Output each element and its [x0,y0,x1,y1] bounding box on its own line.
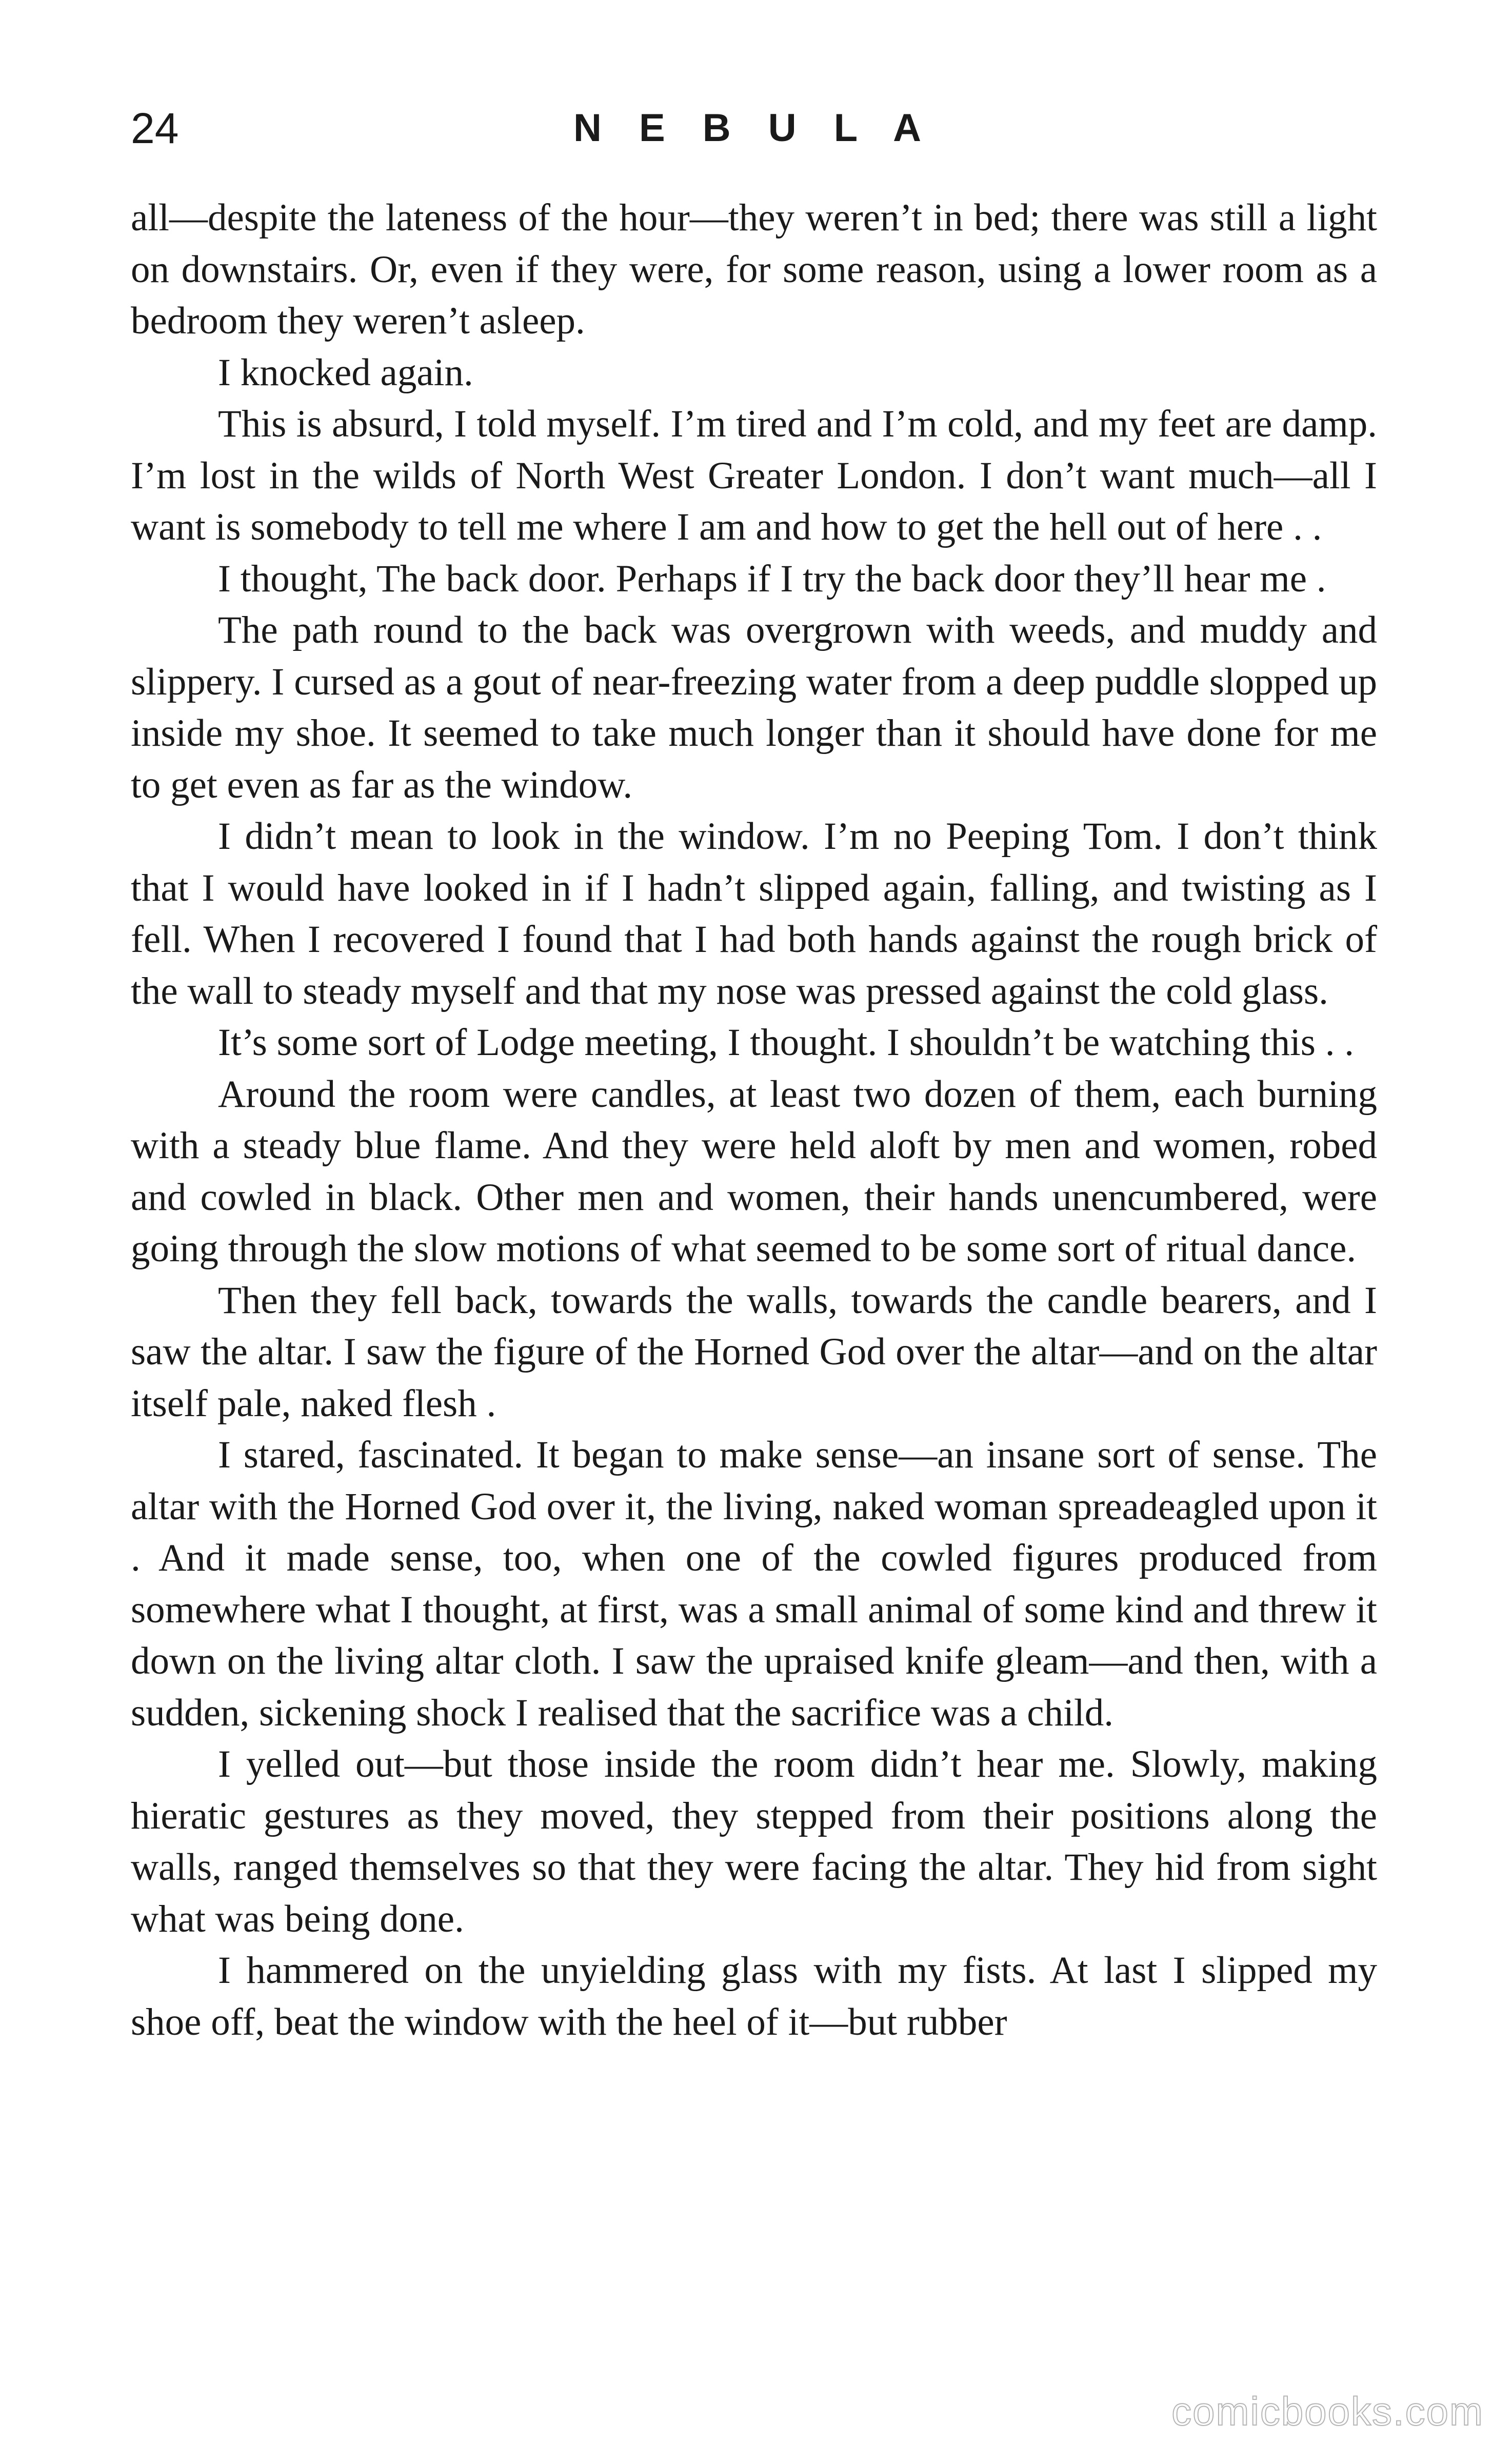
paragraph [131,1275,1377,1430]
paragraph-text: Around the room were candles, at least two dozen of them, each burning with a steady blue flame. And they were held aloft by men and women, robed and cowled in black. Other men and women, their hands unencumbered, were going through the slow motions of what seemed to be some sort of ritual dance. [131,1072,1377,1270]
paragraph [131,1739,1377,1945]
paragraph [131,605,1377,811]
paragraph [131,347,1377,399]
paragraph [131,1017,1377,1069]
paragraph-text: I yelled out—but those inside the room didn’t hear me. Slowly, making hieratic gestures as they moved, they stepped from their positions along the walls, ranged themselves so that they were facing the altar. They hid from sight what was being done. [131,1743,1377,1940]
watermark: comicbooks.com [1171,2389,1484,2434]
paragraph-text: It’s some sort of Lodge meeting, I thought. I shouldn’t be watching this . . [218,1021,1354,1064]
paragraph-text: I didn’t mean to look in the window. I’m no Peeping Tom. I don’t think that I would have looked in if I hadn’t slipped again, falling, and twisting as I fell. When I recovered I found that I had both hands against the rough brick of the wall to steady myself and that my nose was pressed against the cold glass. [131,815,1377,1012]
paragraph [131,553,1377,605]
paragraph-text: Then they fell back, towards the walls, towards the candle bearers, and I saw the altar. I saw the figure of the Horned God over the altar—and on the altar itself pale, naked flesh . [131,1279,1377,1425]
body-text [131,192,1377,2048]
running-title: N E B U L A [573,106,935,150]
paragraph-text: I knocked again. [218,351,473,394]
paragraph-text: I stared, fascinated. It began to make sense—an insane sort of sense. The altar with the Horned God over it, the living, naked woman spreadeagled upon it . And it made sense, too, when one of the cowled figures produced from somewhere what I thought, at first, was a small animal of some kind and threw it down on the living altar cloth. I saw the upraised knife gleam—and then, with a sudden, sickening shock I realised that the sacrifice was a child. [131,1434,1377,1734]
paragraph-text: I thought, The back door. Perhaps if I try the back door they’ll hear me . [218,557,1326,600]
running-head [131,97,1377,159]
paragraph [131,1429,1377,1739]
paragraph-text: all—despite the lateness of the hour—they weren’t in bed; there was still a light on downstairs. Or, even if they were, for some reason, using a lower room as a bedroom they weren’t asleep. [131,196,1377,342]
paragraph [131,399,1377,553]
paragraph [131,192,1377,347]
paragraph [131,811,1377,1017]
paragraph [131,1069,1377,1275]
paragraph-text: I hammered on the unyielding glass with my fists. At last I slipped my shoe off, beat the window with the heel of it—but rubber [131,1949,1377,2043]
paragraph [131,1945,1377,2048]
page-number: 24 [131,104,179,152]
paragraph-text: The path round to the back was overgrown with weeds, and muddy and slippery. I cursed as a gout of near-freezing water from a deep puddle slopped up inside my shoe. It seemed to take much longer than it should have done for me to get even as far as the window. [131,609,1377,806]
paragraph-text: This is absurd, I told myself. I’m tired and I’m cold, and my feet are damp. I’m lost in the wilds of North West Greater London. I don’t want much—all I want is somebody to tell me where I am and how to get the hell out of here . . [131,403,1377,548]
